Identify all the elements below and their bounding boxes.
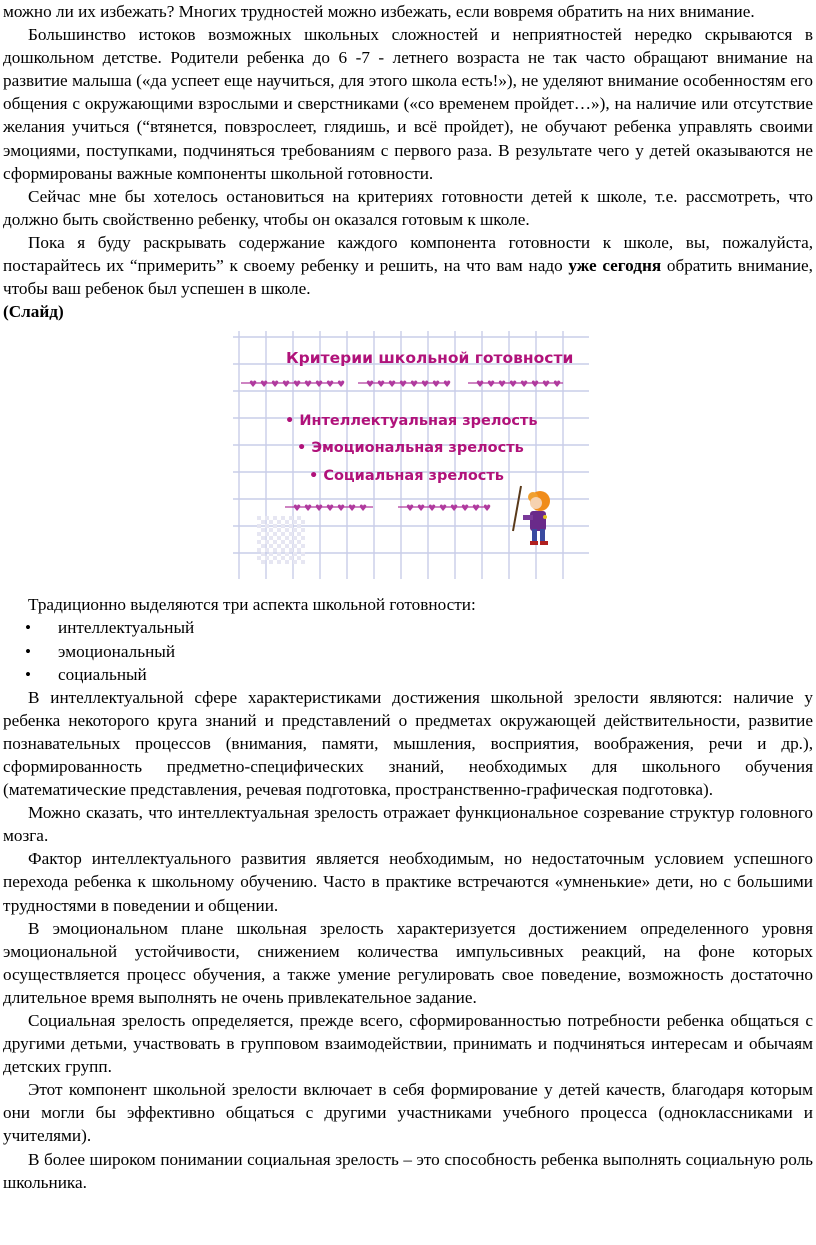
heart-icon: ♥ [428,504,437,515]
paragraph-wider: В более широком понимании социальная зрелость – это способность ребенка выполнять социальную роль школьника. [3,1149,813,1192]
heart-icon: ♥ [443,380,452,391]
heart-icon: ♥ [348,504,357,515]
heart-icon: ♥ [432,380,441,391]
slide-item-social: • Социальная зрелость [309,468,504,485]
heart-icon: ♥ [487,380,496,391]
heart-icon: ♥ [337,380,346,391]
slide-label: (Слайд) [3,302,64,322]
heart-icon: ♥ [531,380,540,391]
paragraph-3: Сейчас мне бы хотелось остановиться на критериях готовности детей к школе, т.е. рассмотреть, что должно быть свойственно ребенку, чтобы он оказался готовым к школе. [3,186,813,229]
heart-icon: ♥ [249,380,258,391]
heart-icon: ♥ [509,380,518,391]
heart-icon: ♥ [553,380,562,391]
slide-item-emotional: • Эмоциональная зрелость [297,440,524,457]
aspects-list [3,616,813,685]
heart-icon: ♥ [260,380,269,391]
heart-icon: ♥ [410,380,419,391]
paragraph-emotional: В эмоциональном плане школьная зрелость характеризуется достижением определенного уровня эмоциональной устойчивости, снижением количества импульсивных реакций, на фоне которых осуществляется процесс обучения, а также умение регулировать свое поведение, возможность достаточно длительное время выполнять не очень привлекательное задание. [3,918,813,1007]
paragraph-component: Этот компонент школьной зрелости включает в себя формирование у детей качеств, благодаря которым они могли бы эффективно общаться с другими участниками учебного процесса (одноклассниками и учителями). [3,1080,813,1146]
heart-icon: ♥ [461,504,470,515]
heart-icon: ♥ [271,380,280,391]
heart-icon: ♥ [498,380,507,391]
heart-icon: ♥ [326,504,335,515]
paragraph-1: можно ли их избежать? Многих трудностей можно избежать, если вовремя обратить на них внимание. [3,2,755,21]
emphasis-today: уже сегодня [568,256,662,276]
heart-divider-top [241,380,563,390]
heart-icon: ♥ [483,504,492,515]
heart-icon: ♥ [399,380,408,391]
heart-icon: ♥ [293,380,302,391]
heart-icon: ♥ [542,380,551,391]
heart-icon: ♥ [417,504,426,515]
heart-icon: ♥ [304,380,313,391]
heart-icon: ♥ [472,504,481,515]
heart-icon: ♥ [326,380,335,391]
bullet-icon: • [25,664,32,684]
slide-image [233,331,589,579]
paragraph-intellectual: В интеллектуальной сфере характеристиками достижения школьной зрелости являются: наличие у ребенка некоторого круга знаний и представлений о предметах окружающей действительности, развитие познавательных процессов (внимания, памяти, мышления, восприятия, воображения, речи и др.), сформированность предметно-специфических знаний, необходимых для школьного обучения (математические представления, речевая подготовка, пространственно-графическая подготовка). [3,687,813,800]
heart-icon: ♥ [337,504,346,515]
slide-figure [3,327,813,597]
list-item: • интеллектуальный [3,616,813,639]
heart-icon: ♥ [520,380,529,391]
heart-icon: ♥ [406,504,415,515]
bullet-icon: • [25,641,32,661]
heart-icon: ♥ [439,504,448,515]
document-page [3,0,813,1194]
heart-icon: ♥ [359,504,368,515]
heart-icon: ♥ [315,504,324,515]
heart-icon: ♥ [282,380,291,391]
paragraph-factor: Фактор интеллектуального развития является необходимым, но недостаточным условием успешного перехода ребенка к школьному обучению. Часто в практике встречаются «умненькие» дети, но с большими трудностями в поведении и общении. [3,849,813,915]
paragraph-2: Большинство истоков возможных школьных сложностей и неприятностей нередко скрываются в дошкольном детстве. Родители ребенка до 6 -7 - летнего возраста не так часто обращают внимание на развитие малыша («да успеет еще научиться, для этого школа есть!»), не уделяют внимание особенностям его общения с окружающими взрослыми и сверстниками («со временем пройдет…»), на наличие или отсутствие желания учиться (“втянется, повзрослеет, глядишь, и всё пройдет), не обучают ребенка управлять своими эмоциями, поступками, подчиняться требованиям с первого раза. В результате чего у детей оказываются не сформированы важные компоненты школьной готовности. [3,25,813,183]
heart-icon: ♥ [315,380,324,391]
list-item: • социальный [3,663,813,686]
slide-item-intellectual: • Интеллектуальная зрелость [285,413,538,430]
paragraph-4-end: обратить внимание, чтобы ваш ребенок был успешен в школе. [3,256,813,299]
paragraph-brain: Можно сказать, что интеллектуальная зрелость отражает функциональное созревание структур головного мозга. [3,803,813,846]
heart-icon: ♥ [304,504,313,515]
heart-icon: ♥ [450,504,459,515]
heart-icon: ♥ [366,380,375,391]
heart-icon: ♥ [421,380,430,391]
paragraph-social: Социальная зрелость определяется, прежде всего, сформированностью потребности ребенка общаться с другими детьми, участвовать в групповом взаимодействии, принимать и подчиняться интересам и обычаям детских групп. [3,1011,813,1077]
paragraph-4 [3,231,813,300]
heart-icon: ♥ [293,504,302,515]
list-item: • эмоциональный [3,640,813,663]
slide-title: Критерии школьной готовности [286,349,574,368]
bullet-icon: • [25,618,32,638]
heart-icon: ♥ [388,380,397,391]
paragraph-4-text: Пока я буду раскрывать содержание каждого компонента готовности к школе, вы, пожалуйста, постарайтесь их “примерить” к своему ребенку и решить, на что вам надо [3,232,813,276]
heart-icon: ♥ [377,380,386,391]
aspects-intro: Традиционно выделяются три аспекта школьной готовности: [28,595,476,615]
heart-icon: ♥ [476,380,485,391]
